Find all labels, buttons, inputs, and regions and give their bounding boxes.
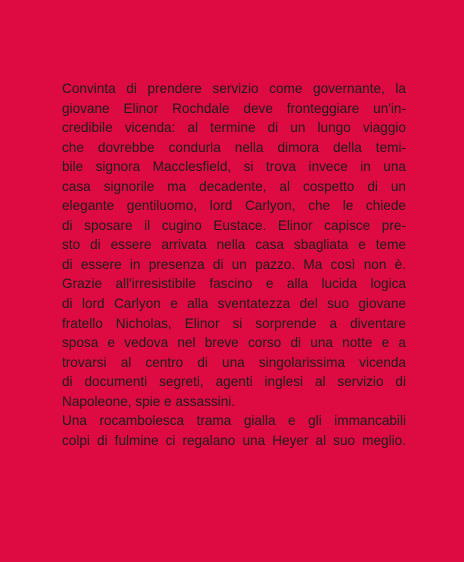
text-line: bile signora Macclesfield, si trova invece in una	[62, 159, 406, 175]
text-line: giovane Elinor Rochdale deve fronteggiare un'in-	[62, 100, 406, 116]
text-line: sposa e vedova nel breve corso di una notte e a	[62, 335, 406, 351]
blurb-paragraph-2	[62, 411, 406, 450]
text-line: colpi di fulmine ci regalano una Heyer al suo meglio.	[62, 432, 406, 448]
text-line: che dovrebbe condurla nella dimora della temi-	[62, 139, 406, 155]
text-line: di lord Carlyon e alla sventatezza del suo giovane	[62, 296, 406, 312]
text-line: di documenti segreti, agenti inglesi al servizio di	[62, 374, 406, 390]
text-line: di sposare il cugino Eustace. Elinor capisce pre-	[62, 217, 406, 233]
text-line: Convinta di prendere servizio come governante, la	[62, 81, 406, 96]
blurb-paragraph-1	[62, 79, 406, 411]
text-line: di essere in presenza di un pazzo. Ma così non è.	[62, 256, 406, 272]
text-line: credibile vicenda: al termine di un lungo viaggio	[62, 120, 406, 136]
text-line: Una rocambolesca trama gialla e gli immancabili	[62, 413, 406, 429]
text-line: trovarsi al centro di una singolarissima vicenda	[62, 354, 406, 370]
text-line: Napoleone, spie e assassini.	[62, 393, 236, 409]
text-line: fratello Nicholas, Elinor si sorprende a diventare	[62, 315, 406, 331]
text-line: elegante gentiluomo, lord Carlyon, che le chiede	[62, 198, 406, 214]
text-line: Grazie all'irresistibile fascino e alla lucida logica	[62, 276, 406, 292]
text-line: sto di essere arrivata nella casa sbagliata e teme	[62, 237, 406, 253]
back-cover-blurb	[62, 79, 406, 450]
text-line: casa signorile ma decadente, al cospetto di un	[62, 178, 406, 194]
